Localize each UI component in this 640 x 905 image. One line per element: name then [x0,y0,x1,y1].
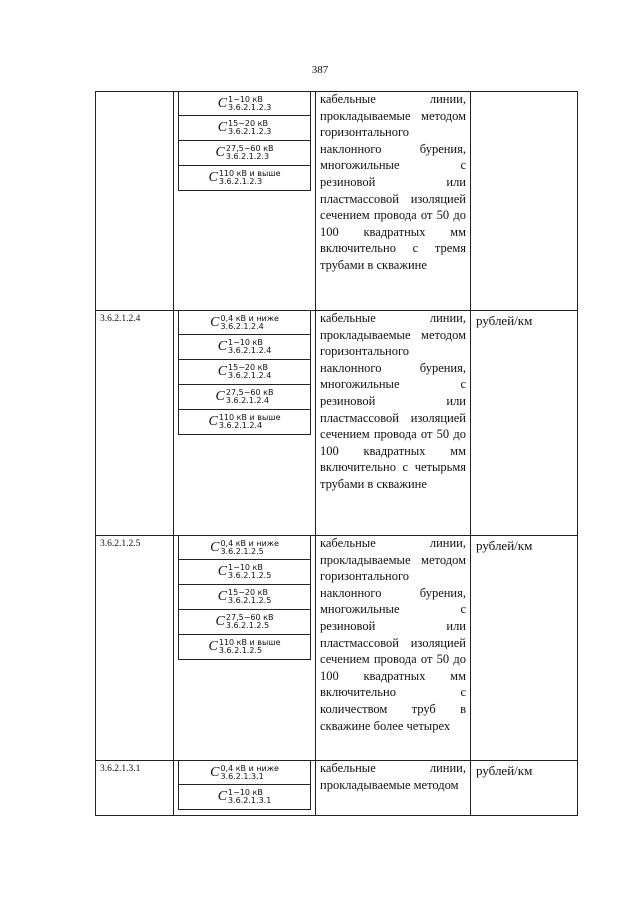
voltage-superscript: 15−20 кВ [228,588,268,597]
code-subscript: 3.6.2.1.2.5 [225,621,270,630]
rate-symbol [208,414,280,430]
rate-symbol-letter: C [217,95,228,111]
table-row [96,761,578,816]
rate-symbol [216,614,274,630]
voltage-superscript: 110 кВ и выше [218,169,281,178]
rate-symbol-letter: C [217,364,228,379]
rate-symbol [218,96,272,112]
unit-cell [471,536,578,761]
rate-symbol-letter: C [208,639,218,654]
rate-symbol-letter: C [215,389,225,404]
voltage-superscript: 27,5−60 кВ [225,144,274,153]
table-body [96,92,578,816]
table-row [96,311,578,536]
voltage-superscript: 110 кВ и выше [218,413,281,422]
rate-symbol-box [178,761,311,785]
rate-symbol-box [178,92,311,116]
rate-symbol-box [178,560,311,585]
rate-symbol [208,170,280,186]
description-cell [316,311,471,536]
rate-symbol-letter: C [215,614,225,629]
rate-symbol-box [178,311,311,335]
code-subscript: 3.6.2.1.2.4 [225,396,270,405]
rate-symbol-box [178,116,311,141]
code-subscript: 3.6.2.1.2.4 [228,371,272,380]
rate-symbol-letter: C [208,414,218,429]
rate-symbol-box [178,410,311,435]
symbol-list [174,761,315,810]
symbol-cell [174,311,316,536]
rate-code: 3.6.2.1.2.4 [100,314,141,324]
rate-symbol-box [178,536,311,560]
rate-symbol-box [178,585,311,610]
rate-symbol [210,315,279,331]
rate-symbol-box [178,360,311,385]
rate-symbol [210,765,279,781]
voltage-superscript: 0,4 кВ и ниже [220,538,279,548]
rate-symbol-box [178,141,311,166]
description-text: кабельные линии, прокладываемые методом горизонтального наклонного бурения, многожильные с резиновой или пластмассовой изоляцией сечением провода от 50 до 100 квадратных мм включительно с четырьмя трубами в скважине [320,311,466,491]
description-cell [316,761,471,816]
rate-symbol [218,789,272,805]
description-text: кабельные линии, прокладываемые методом [320,761,466,792]
rate-symbol-letter: C [217,789,228,804]
symbol-list [174,92,315,191]
voltage-superscript: 1−10 кВ [228,563,263,572]
description-cell [316,536,471,761]
rates-table [95,91,578,816]
code-subscript: 3.6.2.1.3.1 [220,771,264,781]
unit-text: рублей/км [476,763,533,778]
symbol-cell [174,92,316,311]
rate-symbol-box [178,610,311,635]
symbol-list [174,536,315,660]
rate-symbol-letter: C [208,170,218,185]
code-subscript: 3.6.2.1.2.5 [218,646,263,655]
symbol-cell [174,761,316,816]
voltage-superscript: 0,4 кВ и ниже [220,313,279,323]
description-cell [316,92,471,311]
code-subscript: 3.6.2.1.2.4 [220,321,264,331]
rate-code: 3.6.2.1.2.5 [100,539,141,549]
voltage-superscript: 110 кВ и выше [218,638,281,647]
rate-symbol [218,364,272,380]
rate-code [96,92,173,98]
rate-symbol-letter: C [217,589,228,604]
rate-symbol-letter: C [210,539,220,555]
rate-symbol-box [178,335,311,360]
code-subscript: 3.6.2.1.2.3 [218,177,263,186]
rate-symbol [216,145,274,161]
rate-symbol [208,639,280,655]
table-row [96,536,578,761]
code-subscript: 3.6.2.1.2.4 [228,346,272,355]
rate-code: 3.6.2.1.3.1 [100,764,141,774]
code-subscript: 3.6.2.1.2.3 [228,102,272,112]
voltage-superscript: 0,4 кВ и ниже [220,763,279,773]
table-row [96,92,578,311]
voltage-superscript: 15−20 кВ [228,363,268,372]
code-subscript: 3.6.2.1.3.1 [228,796,272,805]
rate-symbol-letter: C [210,764,220,780]
rate-symbol-letter: C [217,564,228,579]
unit-cell [471,92,578,311]
rate-symbol-box [178,166,311,191]
rate-symbol [218,339,272,355]
code-cell [96,92,174,311]
rate-symbol-box [178,785,311,810]
rate-symbol [218,589,272,605]
code-subscript: 3.6.2.1.2.3 [228,127,272,136]
rate-symbol-letter: C [215,145,225,160]
voltage-superscript: 27,5−60 кВ [225,613,274,622]
code-subscript: 3.6.2.1.2.3 [225,152,270,161]
rate-symbol [210,540,279,556]
rate-symbol [218,564,272,580]
description-text: кабельные линии, прокладываемые методом горизонтального наклонного бурения, многожильные с резиновой или пластмассовой изоляцией сечением провода от 50 до 100 квадратных мм включительно с количеством труб в скважине более четырех [320,536,466,733]
unit-cell [471,311,578,536]
unit-cell [471,761,578,816]
voltage-superscript: 1−10 кВ [228,94,263,104]
code-subscript: 3.6.2.1.2.5 [220,546,264,556]
voltage-superscript: 1−10 кВ [228,788,263,797]
rate-symbol-box [178,635,311,660]
voltage-superscript: 1−10 кВ [228,338,263,347]
unit-text: рублей/км [476,313,533,328]
code-cell [96,536,174,761]
unit-text: рублей/км [476,538,533,553]
code-cell [96,311,174,536]
symbol-list [174,311,315,435]
rate-symbol-letter: C [217,120,228,135]
page-number: 387 [311,64,329,76]
rate-symbol [218,120,272,136]
rate-symbol-letter: C [217,339,228,354]
description-text: кабельные линии, прокладываемые методом горизонтального наклонного бурения, многожильные с резиновой или пластмассовой изоляцией сечением провода от 50 до 100 квадратных мм включительно с тремя трубами в скважине [320,92,466,272]
rate-symbol-letter: C [210,314,220,330]
symbol-cell [174,536,316,761]
code-cell [96,761,174,816]
rate-symbol-box [178,385,311,410]
code-subscript: 3.6.2.1.2.5 [228,571,272,580]
voltage-superscript: 15−20 кВ [228,119,268,128]
code-subscript: 3.6.2.1.2.4 [218,421,263,430]
code-subscript: 3.6.2.1.2.5 [228,596,272,605]
rate-symbol [216,389,274,405]
unit-text [471,92,577,96]
voltage-superscript: 27,5−60 кВ [225,388,274,397]
